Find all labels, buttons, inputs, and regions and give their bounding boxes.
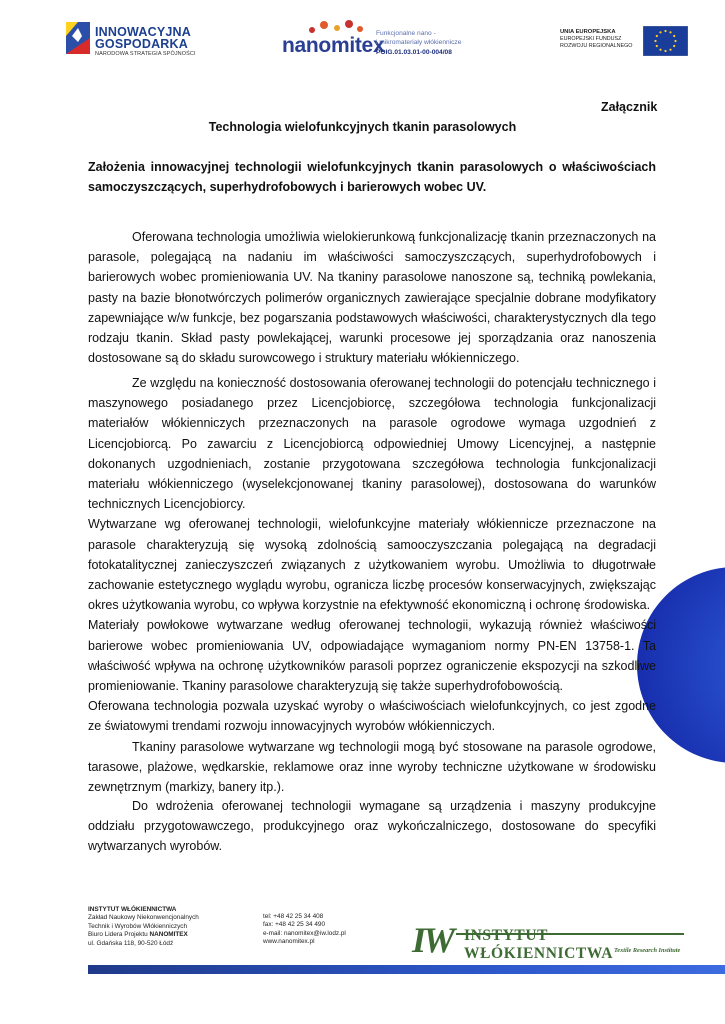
- instytut-logo: [412, 920, 692, 963]
- footer-inst-line3-bold: NANOMITEX: [149, 931, 188, 939]
- footer-www: www.nanomitex.pl: [263, 938, 315, 946]
- eu-flag-icon: [643, 26, 688, 56]
- footer-blue-bar: [88, 965, 725, 974]
- ig-line2: GOSPODARKA: [95, 37, 188, 51]
- document-title: Technologia wielofunkcyjnych tkanin parasolowych: [208, 120, 517, 134]
- footer-inst-name: INSTYTUT WŁÓKIENNICTWA: [88, 906, 177, 913]
- ue-line2: EUROPEJSKI FUNDUSZ: [560, 36, 622, 42]
- nanomitex-logo: [282, 18, 482, 68]
- ue-line1: UNIA EUROPEJSKA: [560, 29, 616, 35]
- footer-contact: [263, 913, 383, 947]
- nano-name: nanomitex: [282, 34, 385, 57]
- attachment-label: Załącznik: [601, 100, 658, 114]
- footer-fax: fax: +48 42 25 34 490: [263, 921, 326, 929]
- iw-sub: Textile Research Institute: [614, 947, 681, 954]
- paragraph-4: Materiały powłokowe wytwarzane według oferowanej technologii, wykazują również właściwości barierowe wobec promieniowania UV, odpowiadające wymaganiom normy PN-EN 13758-1. Ta właściwość wpływa na ochronę użytkowników parasoli poprzez ograniczenie ekspozycji na szkodliwe promieniowanie. Tkaniny parasolowe charakteryzują się także superhydrofobowością.: [88, 618, 656, 694]
- footer-address: [88, 906, 258, 948]
- footer-inst-line1: Zakład Naukowy Niekonwencjonalnych: [88, 914, 199, 922]
- eu-logo: [560, 26, 690, 66]
- iw-mark: IW: [412, 920, 453, 960]
- iw-name: INSTYTUT WŁÓKIENNICTWA: [464, 927, 614, 962]
- nano-line2: i mikromateriały włókiennicze: [376, 39, 462, 46]
- paragraph-2: Ze względu na konieczność dostosowania oferowanej technologii do potencjału technicznego i maszynowego posiadanego przez Licencjobiorcę, szczegółowa technologia funkcjonalizacji materiałów włókienniczych przeznaczonych na parasole ogrodowe wymaga uzgodnień z Licencjobiorcą. Po zawarciu z Licencjobiorcą odpowiedniej Umowy Licencyjnej, a następnie dokonanych uzgodnieniach, zostanie przygotowana szczegółowa technologia funkcjonalizacji materiału włókienniczego (wyselekcjonowanej tkaniny parasolowej), dostosowana do warunków technicznych Licencjobiorcy.: [88, 376, 656, 512]
- ig-line1: INNOWACYJNA: [95, 25, 191, 39]
- paragraph-group: [88, 373, 656, 797]
- footer-inst-line4: ul. Gdańska 118, 90-520 Łódź: [88, 939, 174, 947]
- paragraph-5: Oferowana technologia pozwala uzyskać wyroby o właściwościach wielofunkcyjnych, co jest zgodne ze światowymi trendami rozwoju innowacyjnych wyrobów włókienniczych.: [88, 699, 656, 734]
- footer-inst-line2: Technik i Wyrobów Włókienniczych: [88, 922, 188, 930]
- paragraph-7: Do wdrożenia oferowanej technologii wymagane są urządzenia i maszyny produkcyjne oddziału przygotowawczego, produkcyjnego oraz wykończalniczego, dostosowane do specyfiki wytwarzanych wyrobów.: [88, 799, 656, 854]
- footer-tel: tel: +48 42 25 34 408: [263, 913, 324, 920]
- nano-code: POIG.01.03.01-00-004/08: [376, 49, 452, 56]
- footer-inst-line3-prefix: Biuro Lidera Projektu: [88, 931, 150, 939]
- ig-emblem-icon: [60, 18, 92, 58]
- footer-email: e-mail: nanomitex@iw.lodz.pl: [263, 929, 346, 937]
- ig-line3: NARODOWA STRATEGIA SPÓJNOŚCI: [95, 51, 196, 57]
- paragraph-6: Tkaniny parasolowe wytwarzane wg technologii mogą być stosowane na parasole ogrodowe, tarasowe, plażowe, wędkarskie, reklamowe oraz inne wyroby techniczne użytkowane w środowisku zewnętrznym (markizy, banery itp.).: [88, 739, 656, 795]
- document-heading: Założenia innowacyjnej technologii wielofunkcyjnych tkanin parasolowych o właściwościach samoczyszczących, superhydrofobowych i barierowych wobec UV.: [88, 160, 656, 194]
- ue-line3: ROZWOJU REGIONALNEGO: [560, 43, 633, 49]
- nano-line1: Funkcjonalne nano -: [376, 30, 436, 37]
- paragraph-1: Oferowana technologia umożliwia wielokierunkową funkcjonalizację tkanin przeznaczonych na parasole, polegającą na nadaniu im właściwości samoczyszczących, superhydrofobowych i barierowych wobec promieniowania UV. Na tkaniny parasolowe nanoszone są, techniką powlekania, pasty na bazie błonotwórczych polimerów organicznych zawierające specjalnie dobrane modyfikatory zapewniające w/w funkcje, bez pogarszania podstawowych właściwości, charakterystycznych dla tego rodzaju tkanin. Skład pasty powlekającej, warunki procesowe jej sporządzania oraz nanoszenia dostosowane są do składu surowcowego i struktury materiału włókienniczego.: [88, 230, 656, 366]
- innowacyjna-gospodarka-logo: [60, 18, 210, 63]
- paragraph-3: Wytwarzane wg oferowanej technologii, wielofunkcyjne materiały włókiennicze przeznaczone na parasole charakteryzują się wysoką zdolnością samooczyszczania polegającą na degradacji fotokatalitycznej zanieczyszczeń związanych z użytkowaniem wyrobu. Umożliwia to długotrwałe zachowanie estetycznego wyglądu wyrobu, ogranicza liczbę procesów konserwacyjnych, zwiększając okres użytkowania wyrobu, co wpływa korzystnie na efektywność ekonomiczną i ochronę środowiska.: [88, 517, 656, 613]
